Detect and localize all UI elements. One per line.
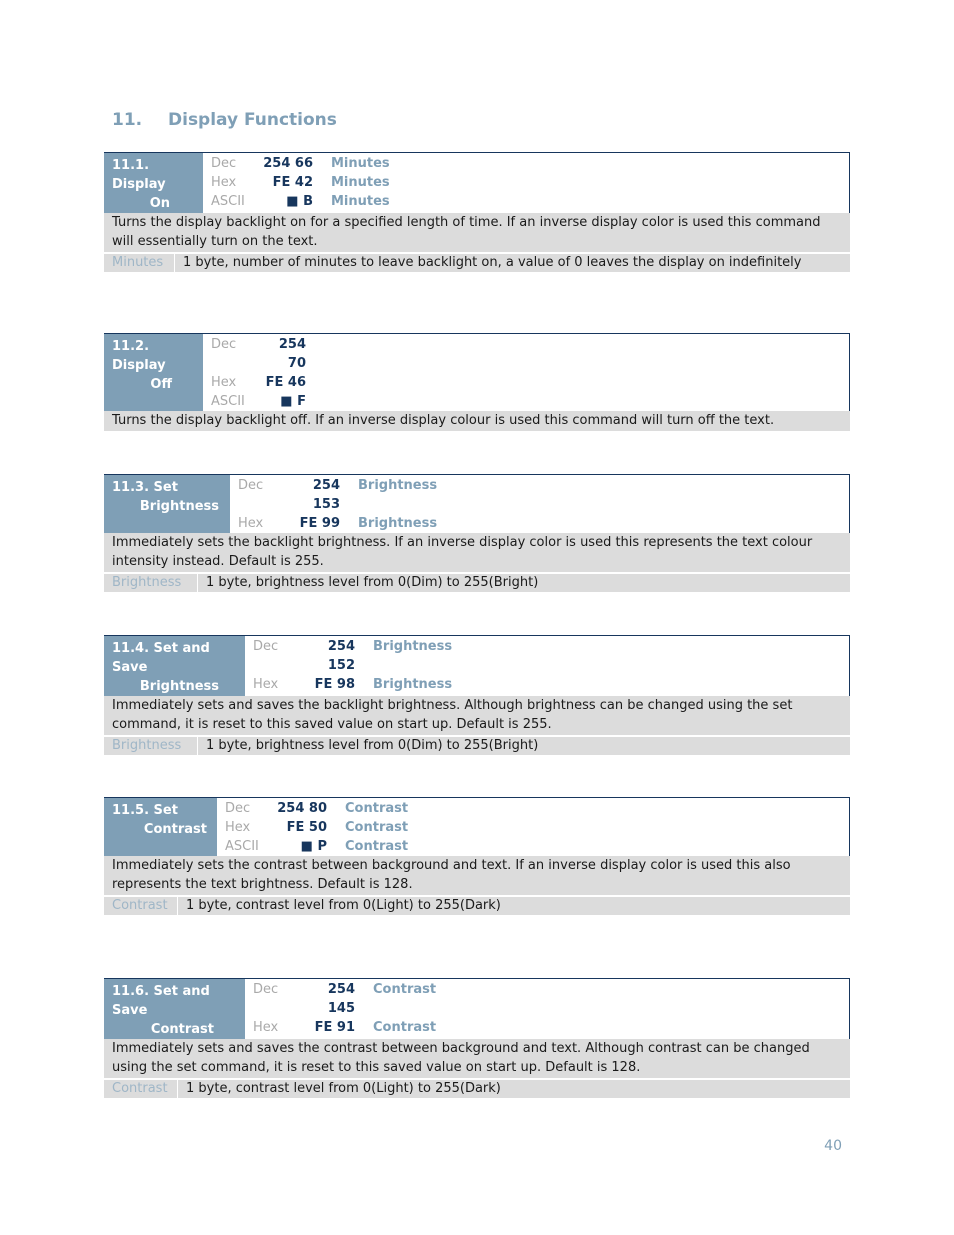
command-description: Immediately sets the contrast between background and text. If an inverse display color is used this also represents the text brightness. Default is 128. [104,856,850,897]
command-header [104,333,850,411]
command-title: 11.3. Set Brightness [104,475,230,533]
command-title: 11.5. Set Contrast [104,798,217,856]
code-row-dec: Dec 254 145 Contrast [253,982,437,1016]
command-title: 11.4. Set and Save Brightness [104,636,245,696]
parameter-description: 1 byte, number of minutes to leave backlight on, a value of 0 leaves the display on indefinitely [183,255,802,270]
parameter-description: 1 byte, brightness level from 0(Dim) to 255(Bright) [206,575,539,590]
command-codes [245,979,436,1039]
parameter-name: Contrast [104,897,178,915]
command-description: Immediately sets and saves the contrast between background and text. Although contrast can be changed using the set command, it is reset to this saved value on start up. Default is 128. [104,1039,850,1080]
parameter-row [104,574,850,592]
code-row-dec: Dec 254 153 Brightness [238,478,438,512]
command-codes [217,798,408,856]
code-row-hex: Hex FE 99 Brightness [238,516,438,531]
command-codes [245,636,452,696]
parameter-description: 1 byte, contrast level from 0(Light) to 255(Dark) [186,898,501,913]
command-codes [230,475,437,533]
parameter-name: Minutes [104,254,175,272]
command-set-brightness [104,474,850,592]
command-codes [203,334,306,411]
command-description: Immediately sets the backlight brightness. If an inverse display color is used this represents the text colour intensity instead. Default is 255. [104,533,850,574]
code-row-hex: Hex FE 50 Contrast [225,820,409,835]
parameter-row [104,737,850,755]
parameter-description: 1 byte, contrast level from 0(Light) to 255(Dark) [186,1081,501,1096]
code-row-dec: Dec 254 152 Brightness [253,639,453,673]
command-set-save-brightness [104,635,850,755]
code-row-ascii: ASCII ■ P Contrast [225,839,409,854]
command-title: 11.6. Set and Save Contrast [104,979,245,1039]
code-row-dec: Dec 254 66 Minutes [211,156,390,171]
section-number: 11. [112,110,143,130]
command-title: 11.1. Display On [104,153,203,213]
code-row-hex: Hex FE 91 Contrast [253,1020,437,1035]
command-header [104,978,850,1039]
code-row-hex: Hex FE 42 Minutes [211,175,390,190]
command-description: Immediately sets and saves the backlight brightness. Although brightness can be changed using the set command, it is reset to this saved value on start up. Default is 255. [104,696,850,737]
command-set-save-contrast [104,978,850,1098]
section-title: Display Functions [168,110,337,130]
parameter-row [104,1080,850,1098]
code-row-dec: Dec 254 80 Contrast [225,801,409,816]
parameter-row [104,254,850,272]
code-row-ascii: ASCII ■ F [211,394,306,409]
command-description: Turns the display backlight off. If an inverse display colour is used this command will turn off the text. [104,411,850,433]
code-row-dec: Dec 254 70 [211,337,306,371]
parameter-name: Contrast [104,1080,178,1098]
command-display-off [104,333,850,433]
parameter-name: Brightness [104,737,198,755]
code-row-hex: Hex FE 46 [211,375,306,390]
command-display-on [104,152,850,272]
command-description: Turns the display backlight on for a specified length of time. If an inverse display color is used this command will essentially turn on the text. [104,213,850,254]
code-row-hex: Hex FE 98 Brightness [253,677,453,692]
command-title: 11.2. Display Off [104,334,203,411]
parameter-name: Brightness [104,574,198,592]
command-header [104,797,850,856]
parameter-description: 1 byte, brightness level from 0(Dim) to 255(Bright) [206,738,539,753]
command-header [104,635,850,696]
parameter-row [104,897,850,915]
command-header [104,152,850,213]
code-row-ascii: ASCII ■ B Minutes [211,194,390,209]
command-set-contrast [104,797,850,915]
page-number: 40 [824,1138,842,1154]
command-codes [203,153,390,213]
section-heading [112,110,337,130]
command-header [104,474,850,533]
